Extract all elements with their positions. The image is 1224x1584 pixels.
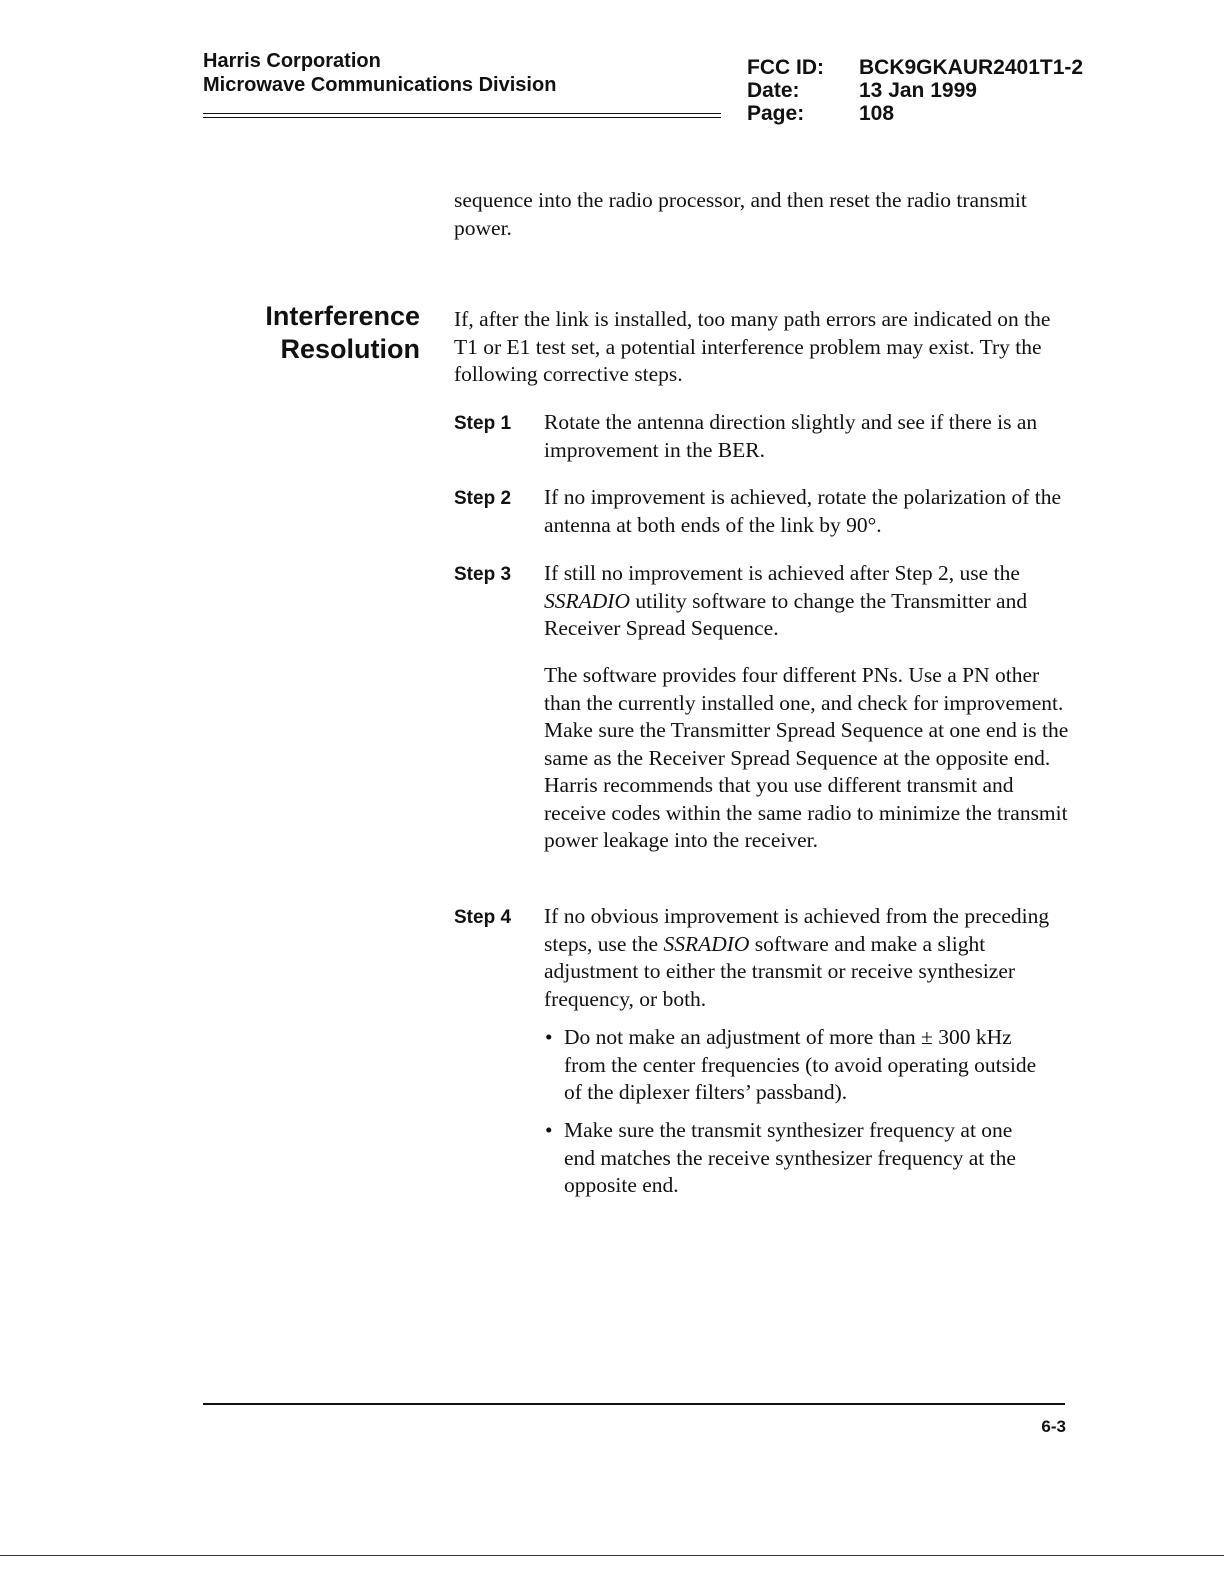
step-note-text: The software provides four different PNs. Use a PN other than the currently installed one, and check for improvement. Make sure the Transmitter Spread Sequence at one end is the same as the Receiver Spread Sequence at the opposite end. Harris recommends that you use different transmit and receive codes within the same radio to minimize the transmit power leakage into the receiver.: [544, 663, 1069, 852]
step-label: Step 1: [454, 413, 512, 434]
page-row: [747, 102, 1127, 125]
header-right: [747, 56, 1127, 125]
header-double-rule: [203, 113, 721, 118]
footer-rule: [203, 1403, 1065, 1405]
page-number: 6-3: [1041, 1417, 1066, 1436]
section-heading-line2: Resolution: [280, 334, 420, 364]
company-name: Harris Corporation: [203, 50, 381, 72]
step-label: Step 3: [454, 564, 512, 585]
intro-paragraph: sequence into the radio processor, and then reset the radio transmit power.: [454, 188, 1027, 240]
software-name: SSRADIO: [544, 588, 630, 613]
section-heading: [200, 300, 420, 366]
page-label: Page:: [747, 102, 805, 125]
division-name: Microwave Communications Division: [203, 74, 557, 96]
step-label: Step 2: [454, 488, 512, 509]
bullet-icon: •: [545, 1118, 553, 1142]
step-text: If still no improvement is achieved after Step 2, use the SSRADIO utility software to change the Transmitter and Receiver Spread Sequence.: [544, 561, 1028, 640]
step-text: If no obvious improvement is achieved from the preceding steps, use the SSRADIO software and make a slight adjustment to either the transmit or receive synthesizer frequency, or both.: [544, 904, 1050, 1011]
section-heading-line1: Interference: [265, 301, 420, 331]
fcc-id-label: FCC ID:: [747, 56, 824, 79]
fcc-id-row: [747, 56, 1127, 79]
software-name: SSRADIO: [663, 931, 750, 956]
bullet-text: Make sure the transmit synthesizer frequency at one end matches the receive synthesizer frequency at the opposite end.: [564, 1118, 1016, 1197]
step-text: If no improvement is achieved, rotate the polarization of the antenna at both ends of the link by 90°.: [544, 485, 1062, 537]
section-intro-paragraph: If, after the link is installed, too many path errors are indicated on the T1 or E1 test set, a potential interference problem may exist. Try the following corrective steps.: [454, 307, 1051, 386]
date-label: Date:: [747, 79, 800, 102]
bullet-text: Do not make an adjustment of more than ± 300 kHz from the center frequencies (to avoid operating outside of the diplexer filters’ passband).: [564, 1025, 1037, 1104]
step-text: Rotate the antenna direction slightly and see if there is an improvement in the BER.: [544, 410, 1038, 462]
date-row: [747, 79, 1127, 102]
date-value: 13 Jan 1999: [859, 79, 977, 102]
page-value: 108: [859, 102, 895, 125]
header-left: [203, 49, 723, 97]
fcc-id-value: BCK9GKAUR2401T1-2: [859, 56, 1084, 79]
step-label: Step 4: [454, 907, 512, 928]
bullet-icon: •: [545, 1025, 553, 1049]
scan-edge-rule: [0, 1555, 1224, 1556]
